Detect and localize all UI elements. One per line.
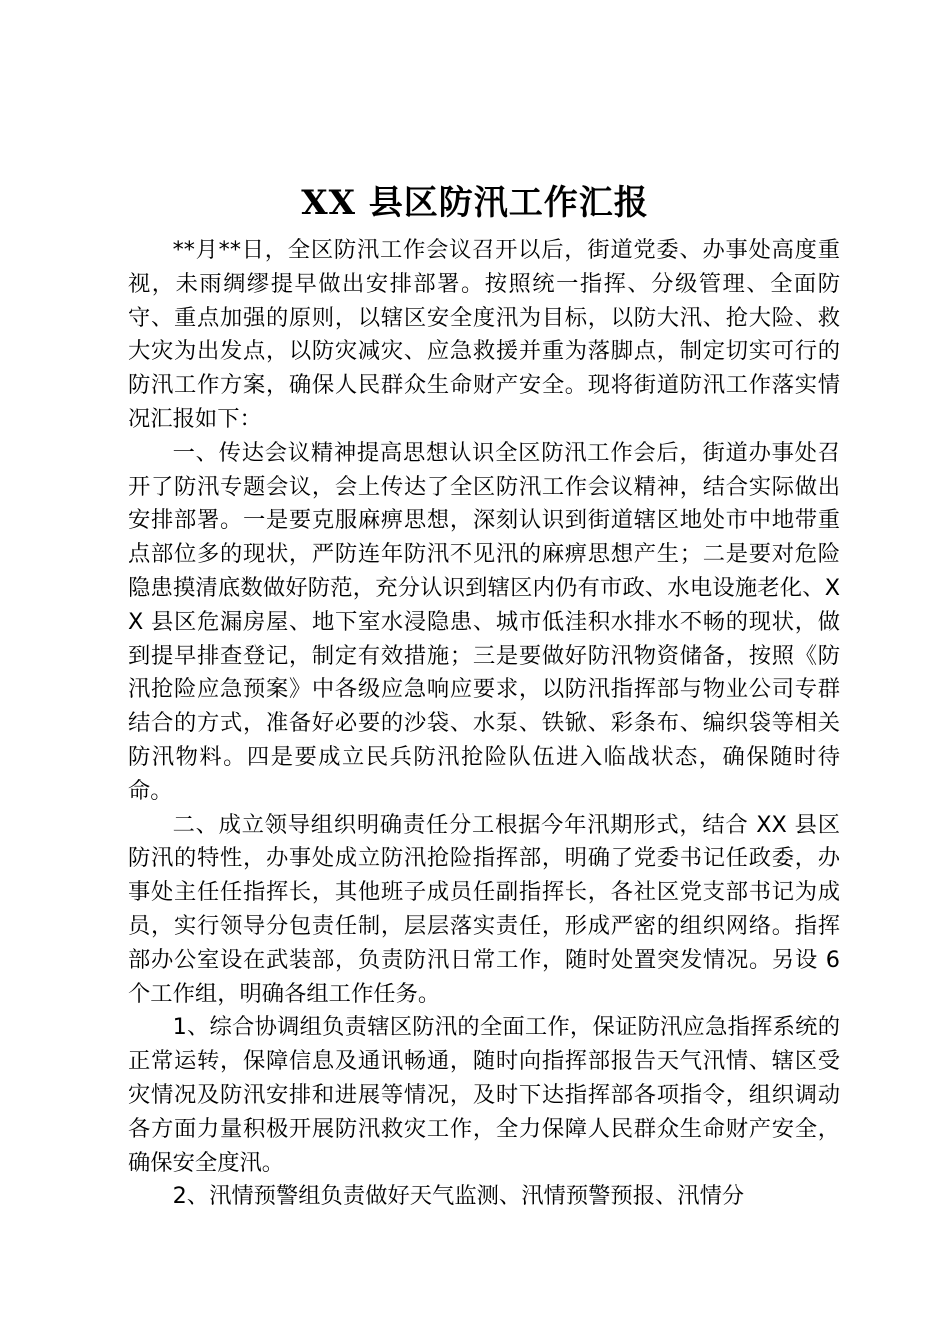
document-body [128,234,840,1214]
paragraph-intro: **月**日，全区防汛工作会议召开以后，街道党委、办事处高度重视，未雨绸缪提早做出安排部署。按照统一指挥、分级管理、全面防守、重点加强的原则，以辖区安全度汛为目标，以防大汛、抢大险、救大灾为出发点，以防灾减灾、应急救援并重为落脚点，制定切实可行的防汛工作方案，确保人民群众生命财产安全。现将街道防汛工作落实情况汇报如下： [128,237,840,432]
document-title: XX 县区防汛工作汇报 [301,183,649,223]
paragraph-item-2: 2、汛情预警组负责做好天气监测、汛情预警预报、汛情分 [172,1183,745,1210]
paragraph-section-2: 二、成立领导组织明确责任分工根据今年汛期形式，结合 XX 县区防汛的特性，办事处成立防汛抢险指挥部，明确了党委书记任政委，办事处主任任指挥长，其他班子成员任副指挥长，各社区党支部书记为成员，实行领导分包责任制，层层落实责任，形成严密的组织网络。指挥部办公室设在武装部，负责防汛日常工作，随时处置突发情况。另设 6 个工作组，明确各组工作任务。 [128,811,840,1007]
paragraph-item-1: 1、综合协调组负责辖区防汛的全面工作，保证防汛应急指挥系统的正常运转，保障信息及通讯畅通，随时向指挥部报告天气汛情、辖区受灾情况及防汛安排和进展等情况，及时下达指挥部各项指令，组织调动各方面力量积极开展防汛救灾工作，全力保障人民群众生命财产安全，确保安全度汛。 [128,1014,840,1176]
paragraph-section-1: 一、传达会议精神提高思想认识全区防汛工作会后，街道办事处召开了防汛专题会议，会上传达了全区防汛工作会议精神，结合实际做出安排部署。一是要克服麻痹思想，深刻认识到街道辖区地处市中地带重点部位多的现状，严防连年防汛不见汛的麻痹思想产生；二是要对危险隐患摸清底数做好防范，充分认识到辖区内仍有市政、水电设施老化、XX 县区危漏房屋、地下室水浸隐患、城市低洼积水排水不畅的现状，做到提早排查登记，制定有效措施；三是要做好防汛物资储备，按照《防汛抢险应急预案》中各级应急响应要求，以防汛指挥部与物业公司专群结合的方式，准备好必要的沙袋、水泵、铁锨、彩条布、编织袋等相关防汛物料。四是要成立民兵防汛抢险队伍进入临战状态，确保随时待命。 [128,439,840,804]
